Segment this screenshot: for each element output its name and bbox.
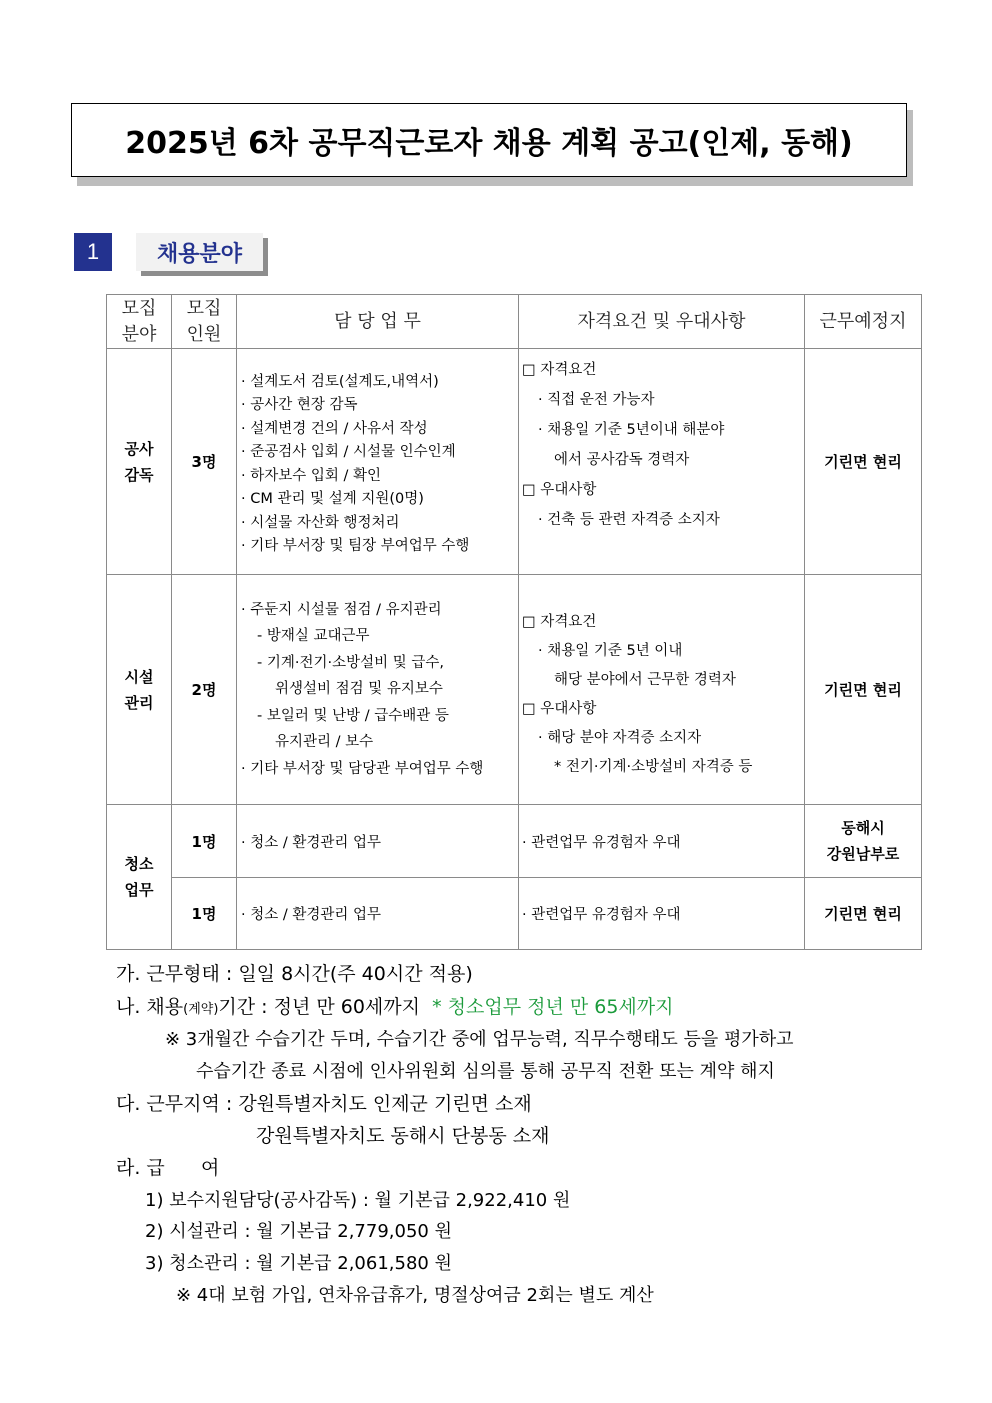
table-row	[107, 349, 922, 575]
cell-location: 기린면 현리	[805, 878, 922, 950]
header-count: 모집 인원	[172, 295, 237, 349]
table-row	[107, 575, 922, 805]
recruitment-table	[106, 294, 922, 950]
cell-field: 공사 감독	[107, 349, 172, 575]
duty-item: - 보일러 및 난방 / 급수배관 등	[257, 707, 449, 724]
note-salary-3: 3) 청소관리 : 월 기본급 2,061,580 원	[145, 1253, 452, 1274]
cell-location: 기린면 현리	[805, 575, 922, 805]
cell-field: 시설 관리	[107, 575, 172, 805]
cell-qualifications: · 관련업무 유경험자 우대	[519, 878, 805, 950]
cell-duties: · 청소 / 환경관리 업무	[237, 878, 519, 950]
header-duties: 담 당 업 무	[237, 295, 519, 349]
qual-item: □ 자격요건	[522, 613, 597, 630]
qual-item: 에서 공사감독 경력자	[554, 452, 690, 468]
qual-item: · 직접 운전 가능자	[538, 392, 655, 408]
section-number-badge: 1	[74, 233, 112, 271]
section-label: 채용분야	[136, 233, 263, 271]
duty-item: · 주둔지 시설물 점검 / 유지관리	[241, 601, 442, 618]
duty-item: - 방재실 교대근무	[257, 628, 370, 645]
cell-location: 기린면 현리	[805, 349, 922, 575]
duty-item: - 기계·전기·소방설비 및 급수,	[257, 654, 444, 671]
qual-item: · 건축 등 관련 자격증 소지자	[538, 512, 720, 528]
qual-item: · 해당 분야 자격증 소지자	[538, 729, 702, 746]
duty-item: · 기타 부서장 및 팀장 부여업무 수행	[241, 538, 470, 554]
note-probation-1: ※ 3개월간 수습기간 두며, 수습기간 중에 업무능력, 직무수행태도 등을 평가하고	[165, 1029, 794, 1050]
cell-qualifications	[519, 575, 805, 805]
note-contract-main: 기간 : 정년 만 60세까지	[218, 996, 420, 1018]
qual-item: · 채용일 기준 5년 이내	[538, 642, 683, 659]
note-salary-extra: ※ 4대 보험 가입, 연차유급휴가, 명절상여금 2회는 별도 계산	[176, 1285, 654, 1306]
qual-item: □ 우대사항	[522, 482, 597, 498]
note-probation-2: 수습기간 종료 시점에 인사위원회 심의를 통해 공무직 전환 또는 계약 해지	[196, 1061, 775, 1082]
duty-item: · 기타 부서장 및 담당관 부여업무 수행	[241, 760, 484, 777]
header-qualifications: 자격요건 및 우대사항	[519, 295, 805, 349]
header-field: 모집 분야	[107, 295, 172, 349]
cell-count: 3명	[172, 349, 237, 575]
note-location-1: 다. 근무지역 : 강원특별자치도 인제군 기린면 소재	[116, 1093, 532, 1115]
note-contract-small: (계약)	[183, 1002, 219, 1017]
page-title: 2025년 6차 공무직근로자 채용 계획 공고(인제, 동해)	[71, 103, 907, 177]
duty-item: · 설계도서 검토(설계도,내역서)	[241, 373, 439, 390]
table-row	[107, 878, 922, 950]
note-work-type: 가. 근무형태 : 일일 8시간(주 40시간 적용)	[116, 963, 473, 985]
cell-duties: · 청소 / 환경관리 업무	[237, 805, 519, 878]
cell-duties	[237, 575, 519, 805]
note-salary-heading: 라. 급 여	[116, 1157, 220, 1179]
duty-item: · 준공검사 입회 / 시설물 인수인계	[241, 444, 456, 460]
duty-item: · 공사간 현장 감독	[241, 397, 358, 413]
cell-count: 1명	[172, 805, 237, 878]
cell-count: 1명	[172, 878, 237, 950]
table-header-row	[107, 295, 922, 349]
qual-item: 해당 분야에서 근무한 경력자	[554, 671, 736, 688]
cell-field: 청소 업무	[107, 805, 172, 950]
cell-duties	[237, 349, 519, 575]
duty-item: · CM 관리 및 설계 지원(0명)	[241, 491, 424, 507]
cell-location: 동해시 강원남부로	[805, 805, 922, 878]
cell-count: 2명	[172, 575, 237, 805]
duty-item: 위생설비 점검 및 유지보수	[275, 681, 443, 698]
qual-item: * 전기·기계·소방설비 자격증 등	[554, 758, 753, 775]
cell-qualifications	[519, 349, 805, 575]
note-contract-period	[116, 992, 673, 1019]
duty-item: 유지관리 / 보수	[275, 734, 374, 751]
duty-item: · 설계변경 건의 / 사유서 작성	[241, 420, 428, 437]
note-salary-1: 1) 보수지원담당(공사감독) : 월 기본급 2,922,410 원	[145, 1190, 571, 1211]
qual-item: · 채용일 기준 5년이내 해분야	[538, 422, 725, 438]
header-location: 근무예정지	[805, 295, 922, 349]
table-row	[107, 805, 922, 878]
duty-item: · 하자보수 입회 / 확인	[241, 467, 381, 484]
note-contract-prefix: 나. 채용	[116, 996, 184, 1018]
qual-item: □ 우대사항	[522, 700, 597, 717]
note-salary-2: 2) 시설관리 : 월 기본급 2,779,050 원	[145, 1221, 452, 1242]
note-cleaning-retirement: * 청소업무 정년 만 65세까지	[432, 996, 674, 1018]
qual-item: □ 자격요건	[522, 362, 597, 378]
note-location-2: 강원특별자치도 동해시 단봉동 소재	[256, 1125, 550, 1147]
cell-qualifications: · 관련업무 유경험자 우대	[519, 805, 805, 878]
duty-item: · 시설물 자산화 행정처리	[241, 514, 400, 531]
